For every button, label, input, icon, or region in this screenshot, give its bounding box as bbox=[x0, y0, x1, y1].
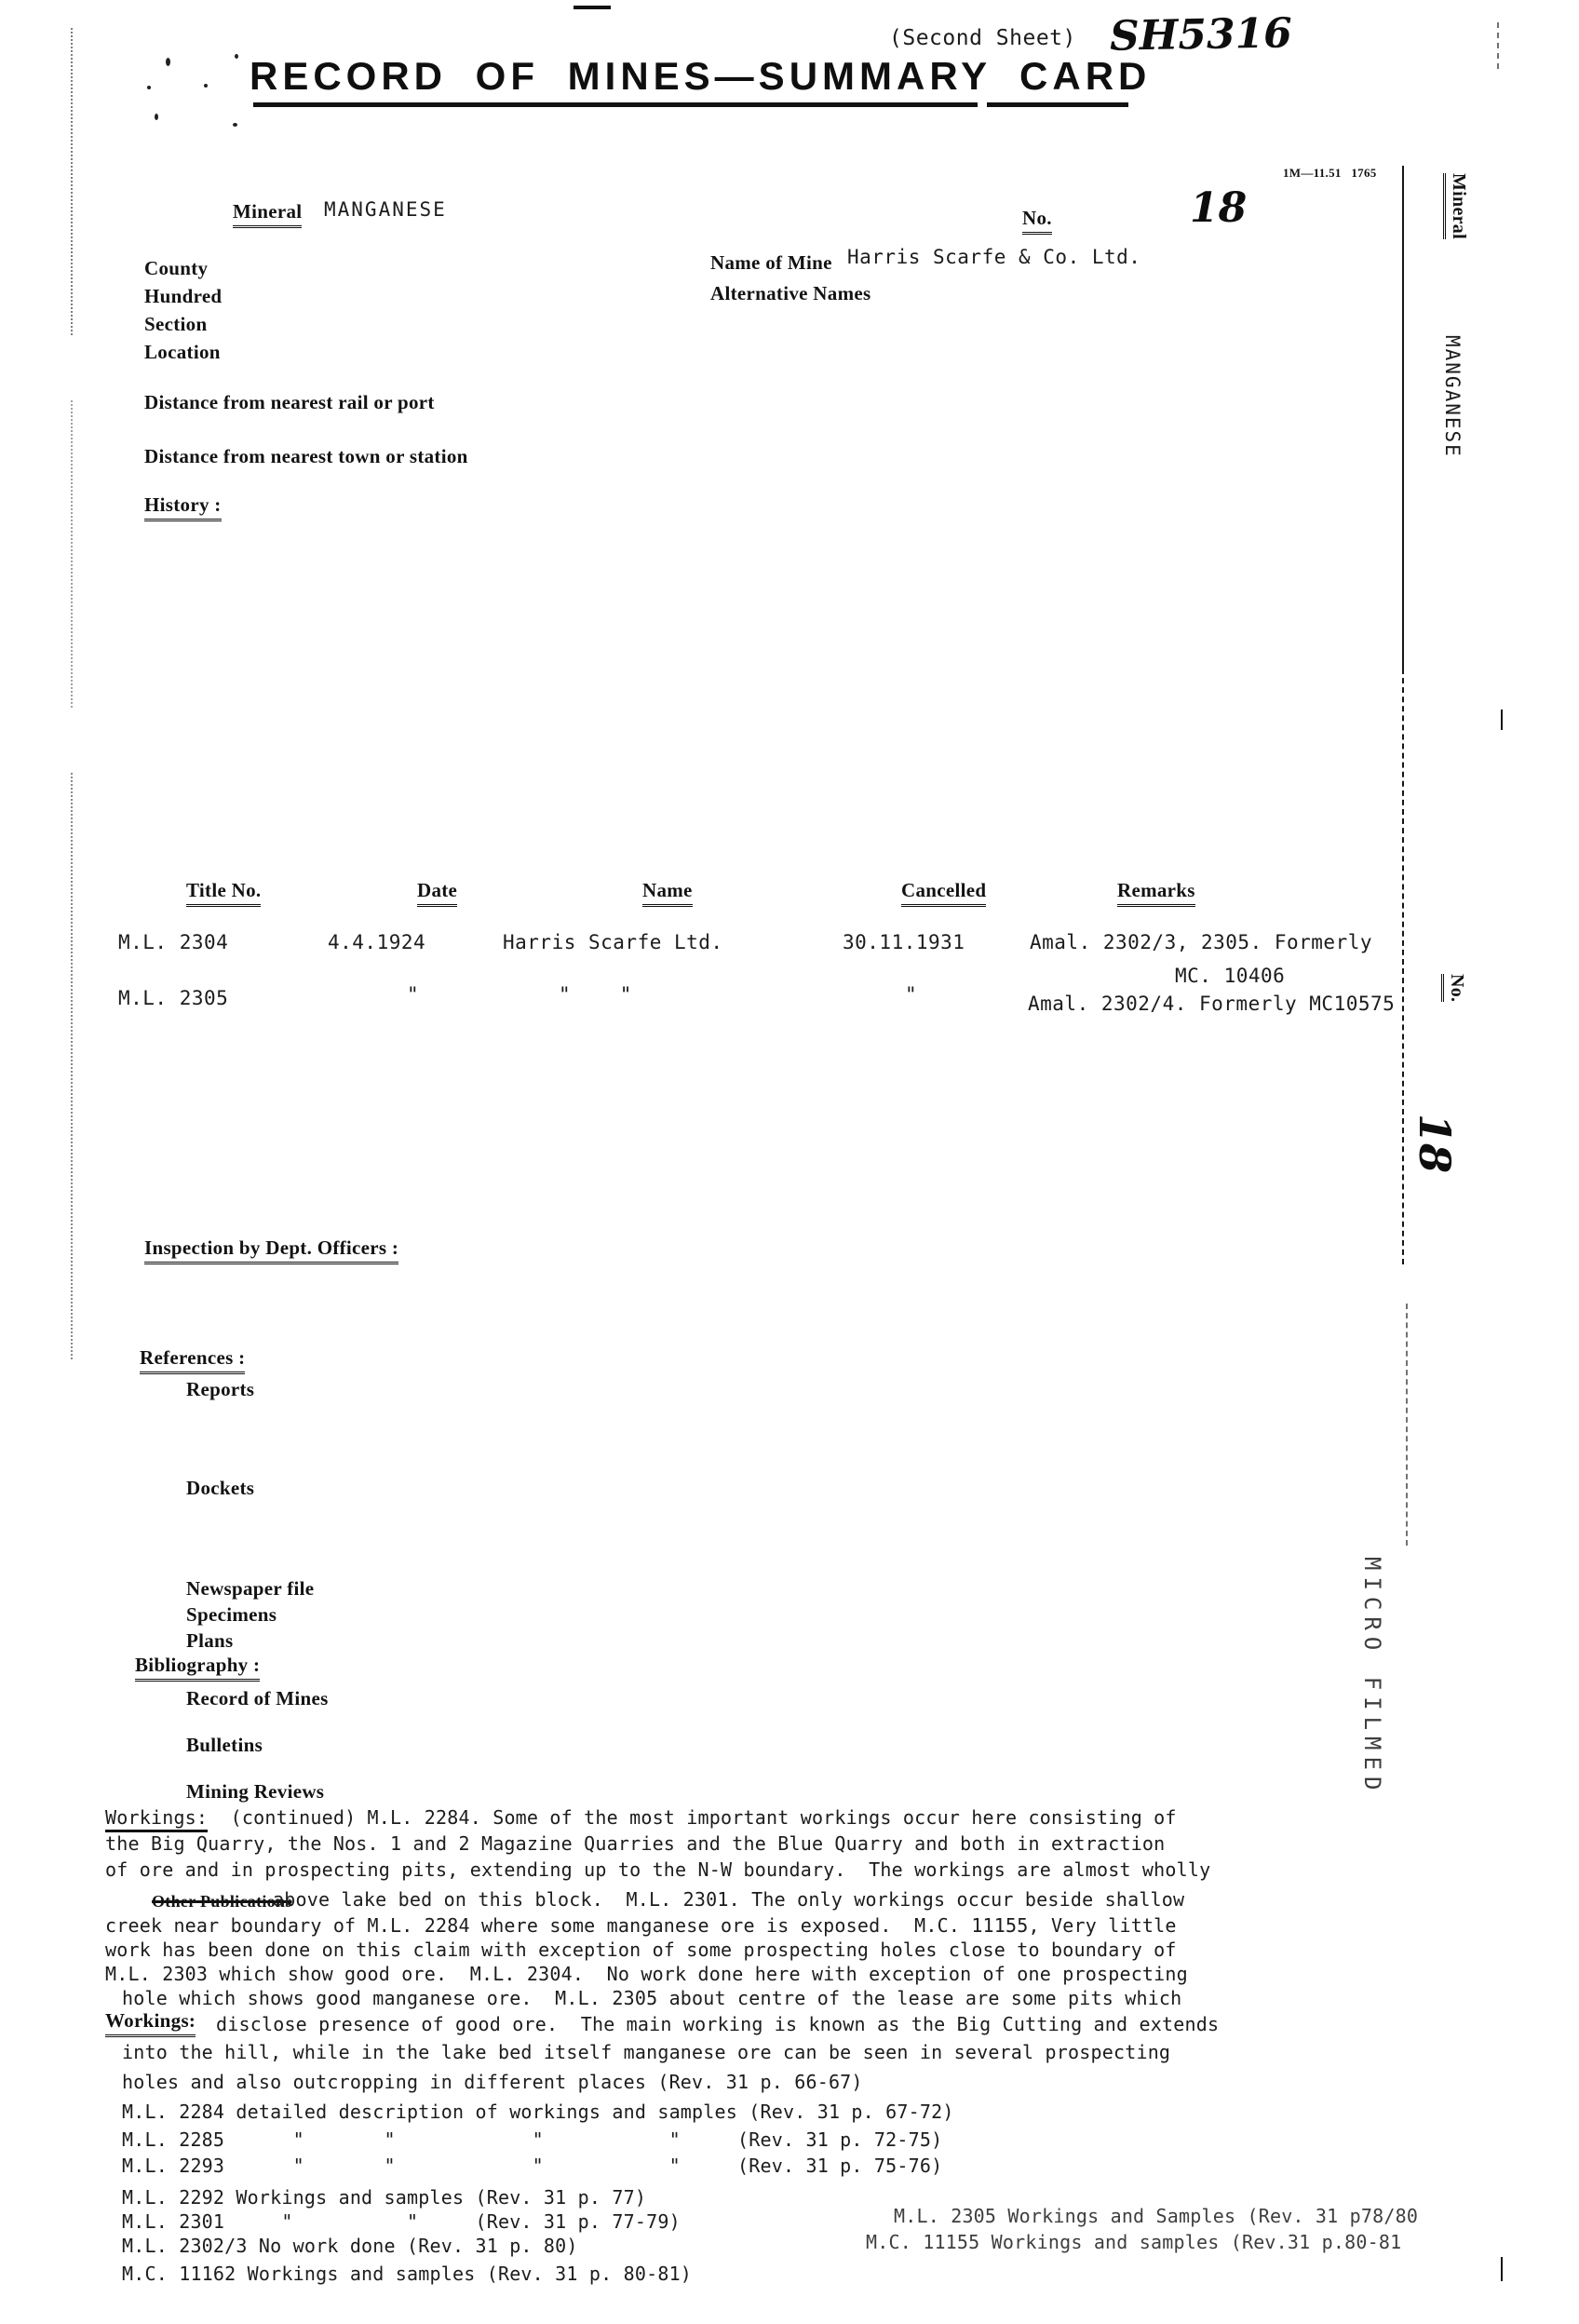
top-center-mark bbox=[574, 6, 611, 9]
workings-line: above lake bed on this block. M.L. 2301. The only workings occur beside shallow bbox=[273, 1888, 1185, 1911]
workings-typed-label: Workings: bbox=[105, 1806, 208, 1832]
workings-line: holes and also outcropping in different places (Rev. 31 p. 66-67) bbox=[122, 2071, 863, 2093]
microfilmed-stamp: MICRO FILMED bbox=[1359, 1557, 1385, 1797]
left-margin-line bbox=[71, 28, 73, 335]
workings-list-item: M.L. 2293 " " " " (Rev. 31 p. 75-76) bbox=[122, 2155, 943, 2177]
no-value-handwritten: 18 bbox=[1190, 184, 1248, 232]
bibliography-heading: Bibliography : bbox=[135, 1654, 260, 1682]
field-history: History : bbox=[144, 493, 222, 521]
table-row-remarks: Amal. 2302/3, 2305. Formerly bbox=[1030, 931, 1373, 953]
table-header-cancelled: Cancelled bbox=[901, 879, 986, 907]
table-header-date: Date bbox=[417, 879, 457, 907]
workings-list-item: M.L. 2301 " " (Rev. 31 p. 77-79) bbox=[122, 2210, 681, 2233]
references-newspaper-file: Newspaper file bbox=[186, 1577, 315, 1600]
table-row-title-no: M.L. 2304 bbox=[118, 931, 229, 953]
name-of-mine-label: Name of Mine bbox=[710, 251, 832, 274]
scan-speck bbox=[235, 54, 238, 59]
field-hundred: Hundred bbox=[144, 285, 223, 307]
table-row-cancelled: " bbox=[905, 983, 918, 1006]
table-header-remarks: Remarks bbox=[1117, 879, 1195, 907]
workings-list-item: M.L. 2302/3 No work done (Rev. 31 p. 80) bbox=[122, 2235, 578, 2257]
table-row-name: Harris Scarfe Ltd. bbox=[503, 931, 723, 953]
workings-line: work has been done on this claim with exception of some prospecting holes close to boundary of bbox=[105, 1939, 1177, 1961]
workings-list-item: M.L. 2292 Workings and samples (Rev. 31 p. 77) bbox=[122, 2186, 647, 2209]
workings-line: disclose presence of good ore. The main working is known as the Big Cutting and extends bbox=[216, 2013, 1220, 2035]
sidebar-no-label: No. bbox=[1441, 974, 1467, 1002]
table-header-title-no: Title No. bbox=[186, 879, 261, 907]
table-row-title-no: M.L. 2305 bbox=[118, 987, 229, 1009]
title-underline bbox=[987, 102, 1128, 107]
field-section: Section bbox=[144, 313, 208, 335]
table-row-remarks-cont: MC. 10406 bbox=[1175, 965, 1286, 987]
table-header-name: Name bbox=[642, 879, 693, 907]
field-county: County bbox=[144, 257, 209, 279]
right-edge-tick bbox=[1501, 2257, 1503, 2281]
sidebar-no-value-handwritten: 18 bbox=[1410, 1114, 1460, 1174]
scan-speck bbox=[155, 114, 158, 120]
alternative-names-label: Alternative Names bbox=[710, 282, 871, 304]
workings-line: Workings: (continued) M.L. 2284. Some of the most important workings occur here consisting of bbox=[105, 1806, 1177, 1829]
sidebar-mineral-label: Mineral bbox=[1443, 173, 1469, 239]
field-location: Location bbox=[144, 341, 221, 363]
workings-line: creek near boundary of M.L. 2284 where some manganese ore is exposed. M.C. 11155, Very little bbox=[105, 1914, 1177, 1937]
workings-line: M.L. 2303 which show good ore. M.L. 2304. No work done here with exception of one prospecting bbox=[105, 1963, 1188, 1985]
workings-line: into the hill, while in the lake bed itself manganese ore can be seen in several prospecting bbox=[122, 2041, 1171, 2063]
references-specimens: Specimens bbox=[186, 1603, 277, 1626]
scan-speck bbox=[204, 84, 208, 88]
table-row-remarks: Amal. 2302/4. Formerly MC10575 bbox=[1028, 993, 1396, 1015]
workings-printed-label: Workings: bbox=[105, 2009, 196, 2037]
references-plans: Plans bbox=[186, 1629, 234, 1652]
left-margin-line bbox=[71, 773, 73, 1359]
table-row-date: 4.4.1924 bbox=[328, 931, 426, 953]
references-heading: References : bbox=[140, 1346, 245, 1374]
references-reports: Reports bbox=[186, 1378, 255, 1400]
workings-right-note: M.L. 2305 Workings and Samples (Rev. 31 p78/80 bbox=[894, 2205, 1419, 2227]
handwritten-file-code: SH5316 bbox=[1109, 9, 1293, 61]
page-title: RECORD OF MINES—SUMMARY CARD bbox=[250, 54, 1152, 98]
table-row-name: " " bbox=[559, 983, 632, 1006]
workings-line: the Big Quarry, the Nos. 1 and 2 Magazine Quarries and the Blue Quarry and both in extraction bbox=[105, 1832, 1166, 1855]
title-underline bbox=[253, 102, 978, 107]
references-dockets: Dockets bbox=[186, 1477, 255, 1499]
right-edge-tick bbox=[1501, 709, 1503, 730]
name-of-mine-value: Harris Scarfe & Co. Ltd. bbox=[847, 246, 1141, 268]
table-row-date: " bbox=[407, 983, 420, 1006]
workings-list-item: M.L. 2285 " " " " (Rev. 31 p. 72-75) bbox=[122, 2128, 943, 2151]
scan-speck bbox=[233, 123, 237, 127]
mineral-value: MANGANESE bbox=[324, 198, 447, 221]
left-margin-line bbox=[71, 400, 73, 708]
sidebar-mineral-value: MANGANESE bbox=[1441, 335, 1464, 458]
field-distance-town: Distance from nearest town or station bbox=[144, 445, 468, 467]
right-edge-marks bbox=[1497, 22, 1499, 69]
workings-list-item: M.L. 2284 detailed description of workings and samples (Rev. 31 p. 67-72) bbox=[122, 2101, 954, 2123]
bibliography-mining-reviews: Mining Reviews bbox=[186, 1780, 325, 1803]
no-label: No. bbox=[1022, 207, 1052, 235]
table-row-cancelled: 30.11.1931 bbox=[843, 931, 965, 953]
bibliography-other-publications-struck: Other Publications bbox=[152, 1892, 292, 1911]
mineral-label: Mineral bbox=[233, 200, 302, 228]
workings-line: of ore and in prospecting pits, extending up to the N-W boundary. The workings are almost wholly bbox=[105, 1858, 1211, 1881]
right-rule-dashed bbox=[1402, 669, 1404, 1264]
scan-speck bbox=[166, 58, 170, 66]
right-rule bbox=[1402, 166, 1404, 669]
workings-list-item: M.C. 11162 Workings and samples (Rev. 31 p. 80-81) bbox=[122, 2263, 693, 2285]
form-code: 1M—11.51 1765 bbox=[1283, 166, 1377, 180]
inspection-heading: Inspection by Dept. Officers : bbox=[144, 1236, 398, 1264]
right-rule-dashed bbox=[1406, 1304, 1408, 1546]
bibliography-record-of-mines: Record of Mines bbox=[186, 1687, 329, 1709]
scan-speck bbox=[147, 86, 151, 89]
workings-line: hole which shows good manganese ore. M.L. 2305 about centre of the lease are some pits which bbox=[122, 1987, 1182, 2009]
field-distance-rail: Distance from nearest rail or port bbox=[144, 391, 435, 413]
workings-right-note: M.C. 11155 Workings and samples (Rev.31 p.80-81 bbox=[866, 2231, 1402, 2253]
bibliography-bulletins: Bulletins bbox=[186, 1734, 263, 1756]
sheet-note: (Second Sheet) bbox=[889, 26, 1076, 50]
